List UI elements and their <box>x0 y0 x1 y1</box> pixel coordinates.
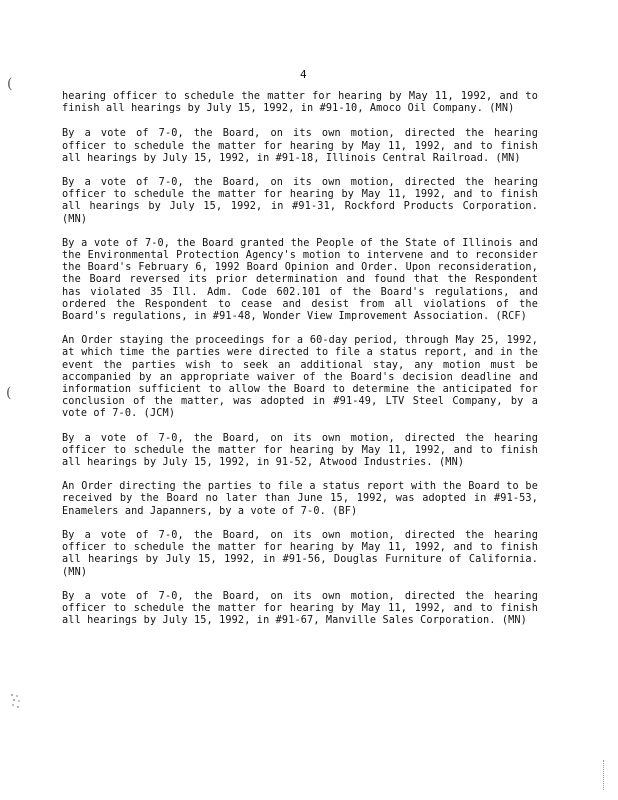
document-body <box>62 91 538 639</box>
paragraph-wonder-view: By a vote of 7-0, the Board granted the People of the State of Illinois and the Environmental Protection Agency's motion to intervene and to reconsider the Board's February 6, 1992 Board Opinion and Order. Upon reconsideration, the Board reversed its prior determination and found that the Respondent has violated 35 Ill. Adm. Code 602.101 of the Board's regulations, and ordered the Respondent to cease and desist from all violations of the Board's regulations, in #91-48, Wonder View Improvement Association. (RCF) <box>62 237 538 323</box>
paragraph-douglas-furniture: By a vote of 7-0, the Board, on its own motion, directed the hearing officer to schedule the matter for hearing by May 11, 1992, and to finish all hearings by July 15, 1992, in #91-56, Douglas Furniture of California. (MN) <box>62 529 538 578</box>
paragraph-manville: By a vote of 7-0, the Board, on its own motion, directed the hearing officer to schedule the matter for hearing by May 11, 1992, and to finish all hearings by July 15, 1992, in #91-67, Manville Sales Corporation. (MN) <box>62 590 538 627</box>
scan-speck-mark <box>9 692 23 710</box>
paragraph-amoco: hearing officer to schedule the matter for hearing by May 11, 1992, and to finish all hearings by July 15, 1992, in #91-10, Amoco Oil Company. (MN) <box>62 91 538 115</box>
margin-mark-middle: ( <box>6 385 12 401</box>
page-number: 4 <box>300 68 307 81</box>
paragraph-enamelers: An Order directing the parties to file a status report with the Board to be received by the Board no later than June 15, 1992, was adopted in #91-53, Enamelers and Japanners, by a vote of 7-0. (BF) <box>62 481 538 517</box>
paragraph-atwood: By a vote of 7-0, the Board, on its own motion, directed the hearing officer to schedule the matter for hearing by May 11, 1992, and to finish all hearings by July 15, 1992, in 91-52, Atwood Industries. (MN) <box>62 432 538 469</box>
margin-mark-top: ( <box>7 76 13 92</box>
scan-edge-dots <box>603 760 606 790</box>
paragraph-ltv-steel: An Order staying the proceedings for a 60-day period, through May 25, 1992, at which time the parties were directed to file a status report, and in the event the parties wish to seek an additional stay, any motion must be accompanied by an appropriate waiver of the Board's decision deadline and information sufficient to allow the Board to determine the anticipated for conclusion of the matter, was adopted in #91-49, LTV Steel Company, by a vote of 7-0. (JCM) <box>62 335 538 420</box>
paragraph-illinois-central: By a vote of 7-0, the Board, on its own motion, directed the hearing officer to schedule the matter for hearing by May 11, 1992, and to finish all hearings by July 15, 1992, in #91-18, Illinois Central Railroad. (MN) <box>62 128 538 164</box>
paragraph-rockford-products: By a vote of 7-0, the Board, on its own motion, directed the hearing officer to schedule the matter for hearing by May 11, 1992, and to finish all hearings by July 15, 1992, in #91-31, Rockford Products Corporation. (MN) <box>62 177 538 225</box>
